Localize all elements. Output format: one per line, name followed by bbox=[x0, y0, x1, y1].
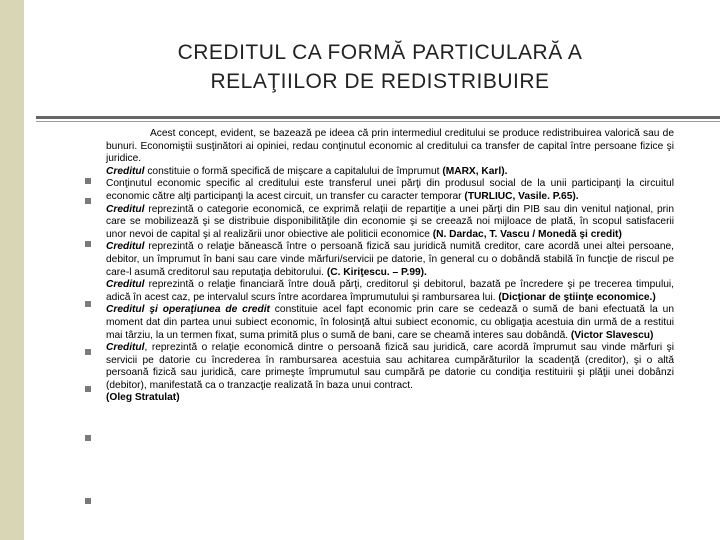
item-text: reprezintă o relaţie financiară între două părţi, creditorul şi debitorul, bazată pe încredere şi pe trecerea timpului, adică în acest caz, pe intervalul scurs între acordarea împrumutului şi rambursarea lui. bbox=[106, 279, 674, 303]
bullet-marker bbox=[85, 198, 91, 204]
item-term: Creditul bbox=[106, 342, 145, 354]
title-line-1: CREDITUL CA FORMĂ PARTICULARĂ A bbox=[177, 41, 583, 64]
item-term: Creditul bbox=[106, 241, 145, 253]
item-text: reprezintă o relaţie bănească între o persoană fizică sau juridică numită creditor, care acordă unei altei persoane, debitor, un împrumut în bani sau care vinde mărfuri/servicii pe datorie, în general cu o dobândă stabilă în funcţie de riscul pe care-l asumă creditorul sau reputaţia debitorului. bbox=[106, 241, 674, 278]
title-divider bbox=[36, 116, 720, 119]
item-text: constituie o formă specifică de mişcare a capitalului de împrumut bbox=[144, 165, 443, 177]
item-source: (MARX, Karl). bbox=[442, 165, 508, 177]
bullet-marker bbox=[85, 178, 91, 184]
item-source: (C. Kiriţescu. – P.99). bbox=[326, 266, 427, 278]
list-item bbox=[106, 392, 674, 405]
bullet-marker bbox=[85, 241, 91, 247]
bullet-marker bbox=[85, 498, 91, 504]
slide-body bbox=[106, 128, 674, 405]
list-item bbox=[106, 342, 674, 392]
item-text: reprezintă o categorie economică, ce exprimă relaţii de repartiţie a unei părţi din PIB sau din venitul naţional, prin care se mobilizează şi se distribuie disponibilităţile din economie şi se creează noi mijloace de plată, în scopul satisfacerii unor nevoi de capital şi al realizării unor obiective ale politicii economice bbox=[106, 203, 674, 240]
bullet-marker bbox=[85, 349, 91, 355]
item-term: Creditul bbox=[106, 279, 145, 291]
item-source: (TURLIUC, Vasile. P.65). bbox=[464, 190, 579, 202]
bullet-marker bbox=[85, 435, 91, 441]
item-term: Creditul bbox=[106, 165, 145, 177]
item-source: (N. Dardac, T. Vascu / Monedă şi credit) bbox=[432, 228, 622, 240]
item-text: constituie acel fapt economic prin care se cedează o sumă de bani efectuată la un moment dat din partea unui subiect economic, în folosinţă altui subiect economic, cu obligaţia acestuia din urmă de a restitui mai târziu, la un termen fixat, suma primită plus o sumă de bani, care se cheamă interes sau dobândă. bbox=[106, 304, 674, 341]
item-source: (Dicţionar de ştiinţe economice.) bbox=[498, 291, 656, 303]
item-term: Creditul şi operaţiunea de credit bbox=[106, 304, 270, 316]
item-text: , reprezintă o relaţie economică dintre o persoană fizică sau juridică, care acordă împrumut sau vinde mărfuri şi servicii pe datorie cu încrederea în rambursarea acestuia sau achitarea cumpărăturilor la scadenţă (creditor), şi o altă persoană fizică sau juridică, care primeşte împrumutul sau cumpără pe datorie cu condiţia restituirii şi plăţii unei dobânzi (debitor), manifestată ca o tranzacţie realizată în baza unui contract. bbox=[106, 342, 674, 391]
left-accent-band bbox=[0, 0, 24, 540]
list-item bbox=[106, 304, 674, 342]
intro-paragraph: Acest concept, evident, se bazează pe ideea că prin intermediul creditului se produce redistribuirea valorică sau de bunuri. Economiştii susţinători ai opiniei, redau conţinutul economic al creditului ca transfer de capital între persoane fizice şi juridice. bbox=[106, 128, 674, 165]
bullet-marker bbox=[85, 301, 91, 307]
item-term: Creditul bbox=[106, 203, 145, 215]
list-item bbox=[106, 279, 674, 304]
list-item bbox=[106, 204, 674, 242]
title-line-2: RELAŢIILOR DE REDISTRIBUIRE bbox=[210, 70, 550, 93]
item-source: (Oleg Stratulat) bbox=[106, 392, 180, 404]
list-item bbox=[106, 166, 674, 179]
bullet-marker bbox=[85, 386, 91, 392]
slide-title bbox=[60, 38, 700, 96]
list-item bbox=[106, 241, 674, 279]
item-source: (Victor Slavescu) bbox=[570, 329, 654, 341]
title-divider-thin bbox=[36, 121, 720, 122]
list-item bbox=[106, 178, 674, 203]
item-text: Conţinutul economic specific al creditului este transferul unei părţi din produsul social de la unii participanţi la circuitul economic către alţi participanţi la acest circuit, un transfer cu caracter temporar bbox=[106, 178, 674, 202]
